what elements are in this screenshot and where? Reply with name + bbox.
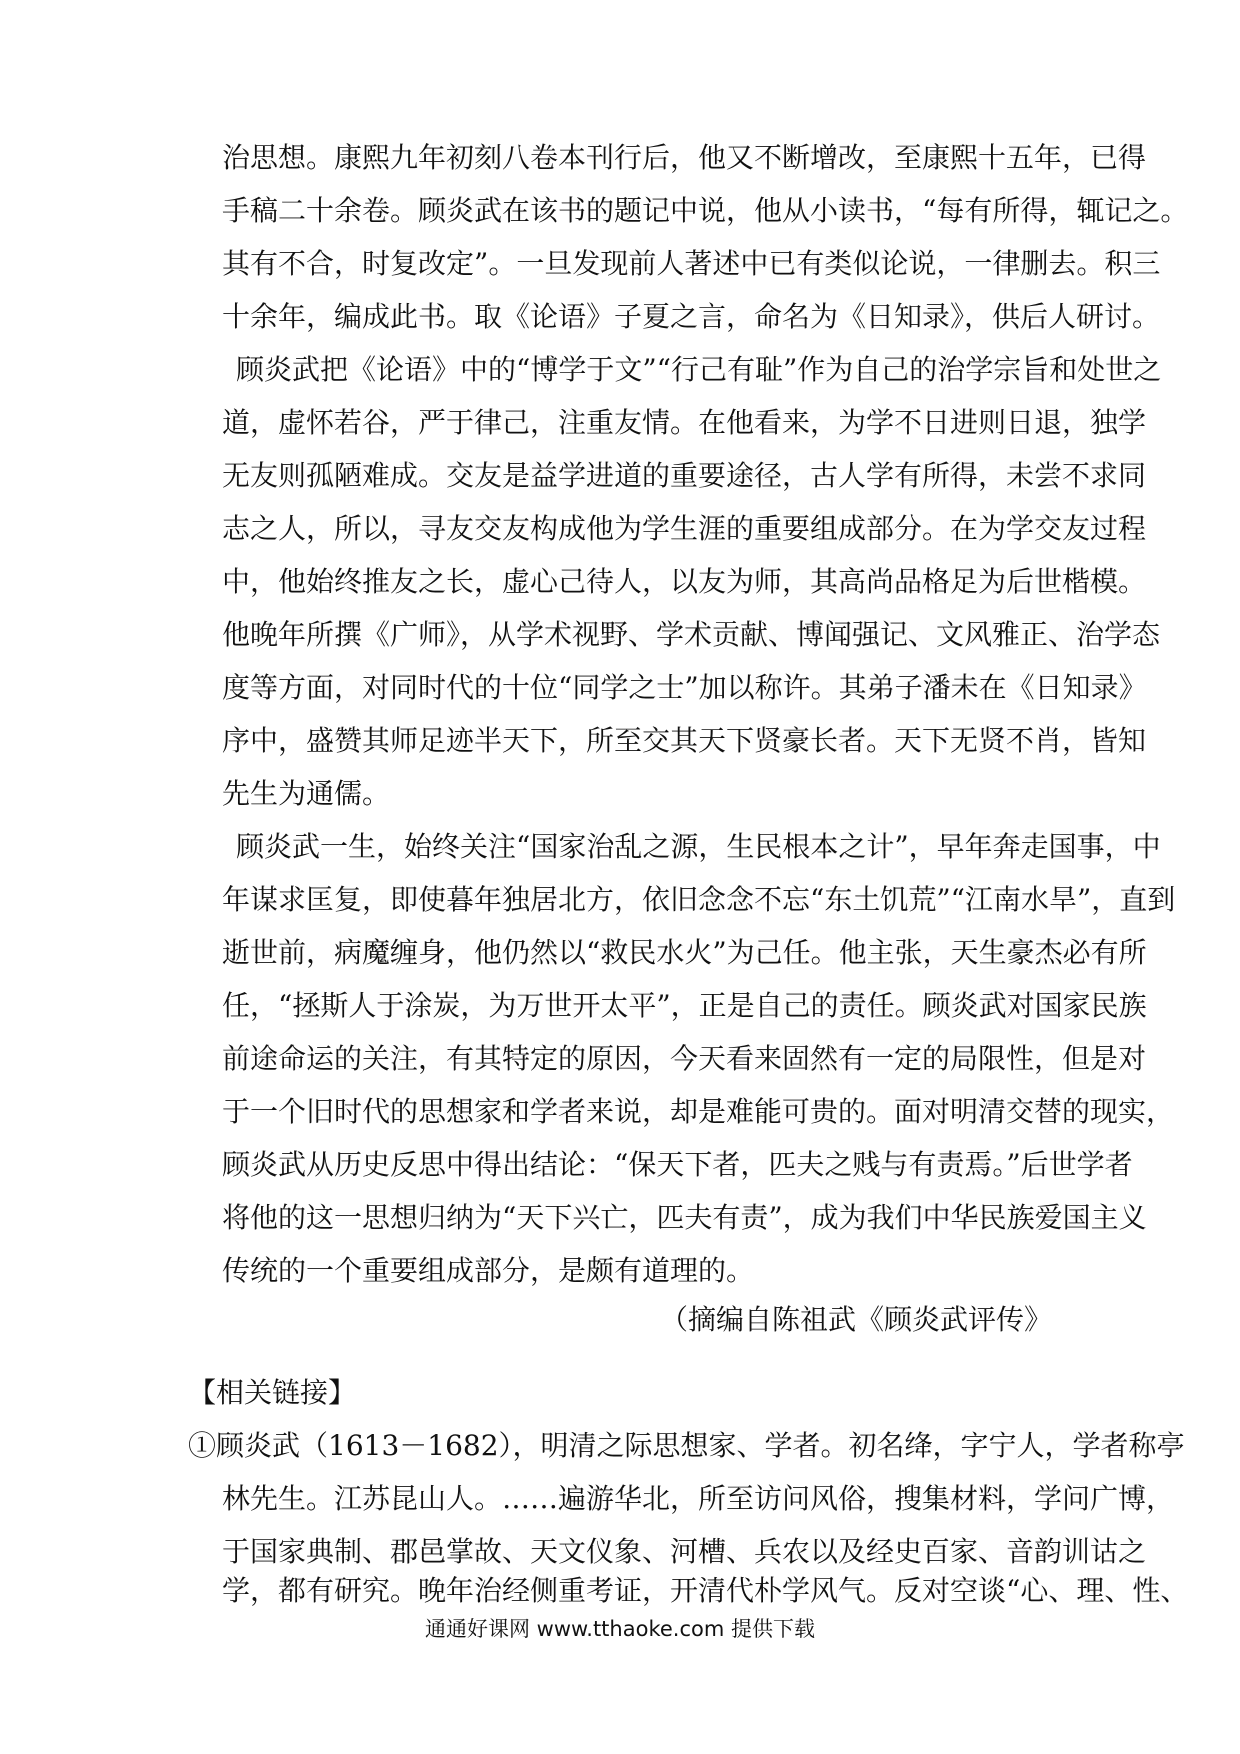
text-line: 志之人，所以，寻友交友构成他为学生涯的重要组成部分。在为学交友过程 — [222, 512, 1147, 545]
text-line: 顾炎武一生，始终关注“国家治乱之源，生民根本之计”，早年奔走国事，中 — [236, 830, 1161, 863]
text-line: 顾炎武把《论语》中的“博学于文”“行己有耻”作为自己的治学宗旨和处世之 — [236, 353, 1162, 386]
text-line: 先生为通儒。 — [222, 777, 391, 810]
text-line: 顾炎武从历史反思中得出结论：“保天下者，匹夫之贱与有责焉。”后世学者 — [222, 1148, 1133, 1181]
text-line: 道，虚怀若谷，严于律己，注重友情。在他看来，为学不日进则日退，独学 — [222, 406, 1147, 439]
text-line: 治思想。康熙九年初刻八卷本刊行后，他又不断增改，至康熙十五年，已得 — [222, 141, 1147, 174]
text-line: 林先生。江苏昆山人。……遍游华北，所至访问风俗，搜集材料，学问广博， — [222, 1482, 1175, 1515]
text-line: 逝世前，病魔缠身，他仍然以“救民水火”为己任。他主张，天生豪杰必有所 — [222, 936, 1147, 969]
text-line: 传统的一个重要组成部分，是颇有道理的。 — [222, 1254, 755, 1287]
text-line: 前途命运的关注，有其特定的原因，今天看来固然有一定的局限性，但是对 — [222, 1042, 1147, 1075]
page-footer: 通通好课网 www.tthaoke.com 提供下载 — [425, 1617, 815, 1641]
text-line: 学，都有研究。晚年治经侧重考证，开清代朴学风气。反对空谈“心、理、性、 — [222, 1574, 1189, 1607]
text-line: 中，他始终推友之长，虚心己待人，以友为师，其高尚品格足为后世楷模。 — [222, 565, 1147, 598]
text-line: 将他的这一思想归纳为“天下兴亡，匹夫有责”，成为我们中华民族爱国主义 — [222, 1201, 1147, 1234]
text-line: 他晚年所撰《广师》，从学术视野、学术贡献、博闻强记、文风雅正、治学态 — [222, 618, 1161, 651]
source-attribution: （摘编自陈祖武《顾炎武评传》 — [659, 1303, 1052, 1336]
text-line: 任，“拯斯人于涂炭，为万世开太平”，正是自己的责任。顾炎武对国家民族 — [222, 989, 1147, 1022]
text-line: 度等方面，对同时代的十位“同学之士”加以称许。其弟子潘未在《日知录》 — [222, 671, 1147, 704]
text-line: 手稿二十余卷。顾炎武在该书的题记中说，他从小读书，“每有所得，辄记之。 — [222, 194, 1189, 227]
text-line: 于一个旧时代的思想家和学者来说，却是难能可贵的。面对明清交替的现实， — [222, 1095, 1175, 1128]
text-line: 于国家典制、郡邑掌故、天文仪象、河槽、兵农以及经史百家、音韵训诂之 — [222, 1535, 1147, 1568]
text-line: 其有不合，时复改定”。一旦发现前人著述中已有类似论说，一律删去。积三 — [222, 247, 1161, 280]
section-heading: 【相关链接】 — [188, 1376, 357, 1409]
text-line: 十余年，编成此书。取《论语》子夏之言，命名为《日知录》，供后人研讨。 — [222, 300, 1161, 333]
text-line: ①顾炎武（1613－1682），明清之际思想家、学者。初名绛，字宁人，学者称亭 — [188, 1429, 1185, 1462]
text-line: 序中，盛赞其师足迹半天下，所至交其天下贤豪长者。天下无贤不肖，皆知 — [222, 724, 1147, 757]
text-line: 年谋求匡复，即使暮年独居北方，依旧念念不忘“东土饥荒”“江南水旱”，直到 — [222, 883, 1176, 916]
text-line: 无友则孤陋难成。交友是益学进道的重要途径，古人学有所得，未尝不求同 — [222, 459, 1147, 492]
